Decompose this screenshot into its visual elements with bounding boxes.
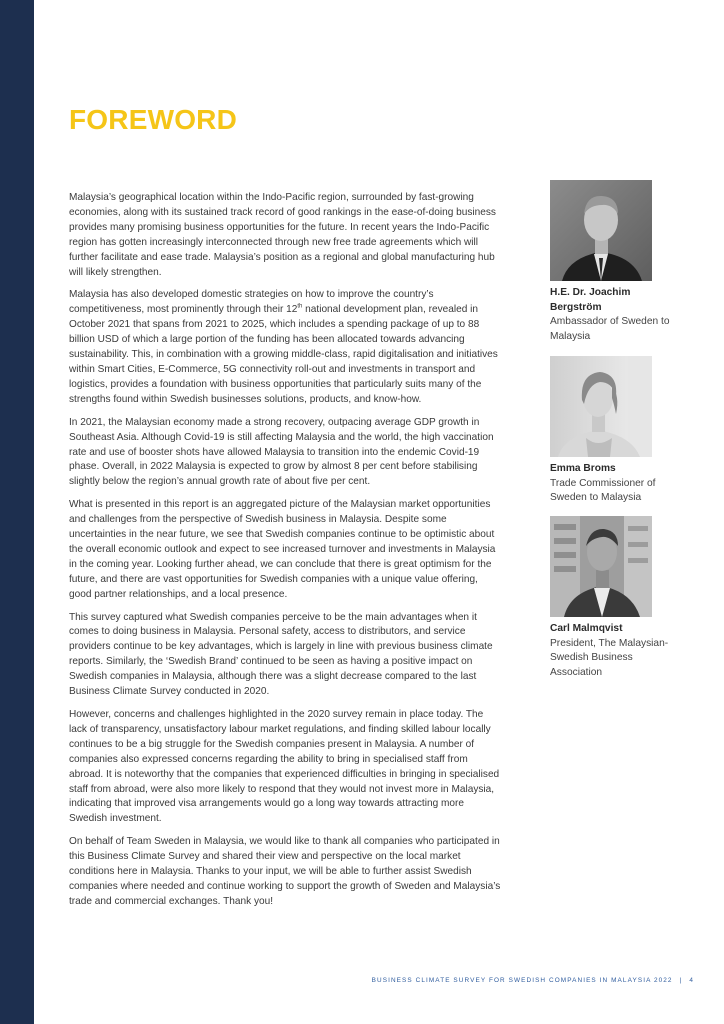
profile-name: Carl Malmqvist <box>550 623 623 634</box>
paragraph-6: However, concerns and challenges highlighted in the 2020 survey remain in place today. The lack of transparency, unsatisfactory labour market regulations, and finding skilled labour locally continues to be a big struggle for the Swedish companies present in Malaysia. A number of companies also expressed concerns regarding the ability to bring in specialised staff from abroad. It is noteworthy that the companies that experienced difficulties in bringing in specialised staff from abroad, were also more likely to respond that they would not invest more in Malaysia, indicating that improved visa arrangements would go a long way towards attracting more Swedish investment. <box>69 709 500 825</box>
trade-commissioner-photo <box>550 356 652 457</box>
paragraph-4: What is presented in this report is an aggregated picture of the Malaysian market opportunities and challenges from the perspective of Swedish business in Malaysia. Despite some uncertainties in the near future, we see that Swedish companies continue to be optimistic about the overall economic outlook and expect to see increased turnover and investments in Malaysia in the coming year. Looking further ahead, we can conclude that there is great optimism for the future, and there are vast opportunities for Swedish companies with a unique value offering, good partner relationships, and a local presence. <box>69 499 496 600</box>
paragraph-2-after: national development plan, revealed in October 2021 that spans from 2021 to 2025, which includes a spending package of up to 88 billion USD of which a large portion of the funding has been allocated towards advancing sustainability. This, in combination with a growing middle-class, rapid digitalisation and initiatives within Smart Cities, E-Commerce, 5G connectivity roll-out and investments in transport and logistics, provides a foundation with business opportunities that particularly suits many of the strengths found within Swedish businesses solutions, products, and know-how. <box>69 304 498 405</box>
page-number: 4 <box>689 977 694 984</box>
profile-ambassador <box>550 180 670 344</box>
portrait-woman-icon <box>550 356 652 457</box>
paragraph-2 <box>69 288 501 407</box>
portrait-man-icon <box>550 516 652 617</box>
left-sidebar-band <box>0 0 34 1024</box>
association-president-photo <box>550 516 652 617</box>
page-title: FOREWORD <box>69 104 238 135</box>
portrait-man-icon <box>550 180 652 281</box>
paragraph-2-superscript: th <box>297 303 303 310</box>
footer-title: BUSINESS CLIMATE SURVEY FOR SWEDISH COMPANIES IN MALAYSIA 2022 <box>371 977 673 984</box>
foreword-body <box>69 191 501 918</box>
footer-separator: | <box>679 977 683 984</box>
paragraph-1: Malaysia’s geographical location within the Indo-Pacific region, surrounded by fast-growing economies, along with its sustained track record of good rankings in the ease-of-doing business provides many promising business opportunities for the future. In recent years the Indo-Pacific region has gotten increasingly interconnected through new free trade agreements which will further facilitate and ease trade. Malaysia’s position as a regional and global manufacturing hub will likely strengthen. <box>69 192 496 278</box>
profile-role: Ambassador of Sweden to Malaysia <box>550 316 670 342</box>
profile-role: President, The Malaysian-Swedish Business Association <box>550 637 669 678</box>
paragraph-5: This survey captured what Swedish companies perceive to be the main advantages when it comes to doing business in Malaysia. Personal safety, access to distributors, and service providers continue to be key advantages, which is largely in line with previous business climate reports. Similarly, the ‘Swedish Brand’ continued to be seen as having a positive impact on Swedish companies in Malaysia, although there was a slight decrease compared to the last Business Climate Survey conducted in 2020. <box>69 611 493 698</box>
paragraph-3: In 2021, the Malaysian economy made a strong recovery, outpacing average GDP growth in Southeast Asia. Although Covid-19 is still affecting Malaysia and the world, the high vaccination rate and use of booster shots have allowed Malaysia to transition into the endemic Covid-19 phase. Overall, in 2022 Malaysia is expected to grow by almost 8 per cent before stabilising slightly below the region’s annual growth rate of about five per cent. <box>69 416 494 488</box>
profile-association-president <box>550 516 670 680</box>
paragraph-7: On behalf of Team Sweden in Malaysia, we would like to thank all companies who participated in this Business Climate Survey and shared their view and perspective on the local market conditions here in Malaysia. Thanks to your input, we will be able to further assist Swedish companies where needed and continue working to support the growth of Sweden and Malaysia’s trade and commercial exchanges. Thank you! <box>69 836 501 907</box>
profile-name: H.E. Dr. Joachim Bergström <box>550 287 631 313</box>
paragraph-2-before: Malaysia has also developed domestic strategies on how to improve the country’s competitiveness, most prominently through their 12 <box>69 289 434 316</box>
profile-role: Trade Commissioner of Sweden to Malaysia <box>550 477 656 503</box>
profile-trade-commissioner <box>550 356 670 506</box>
page-footer <box>372 977 694 984</box>
profile-name: Emma Broms <box>550 463 616 474</box>
ambassador-photo <box>550 180 652 281</box>
